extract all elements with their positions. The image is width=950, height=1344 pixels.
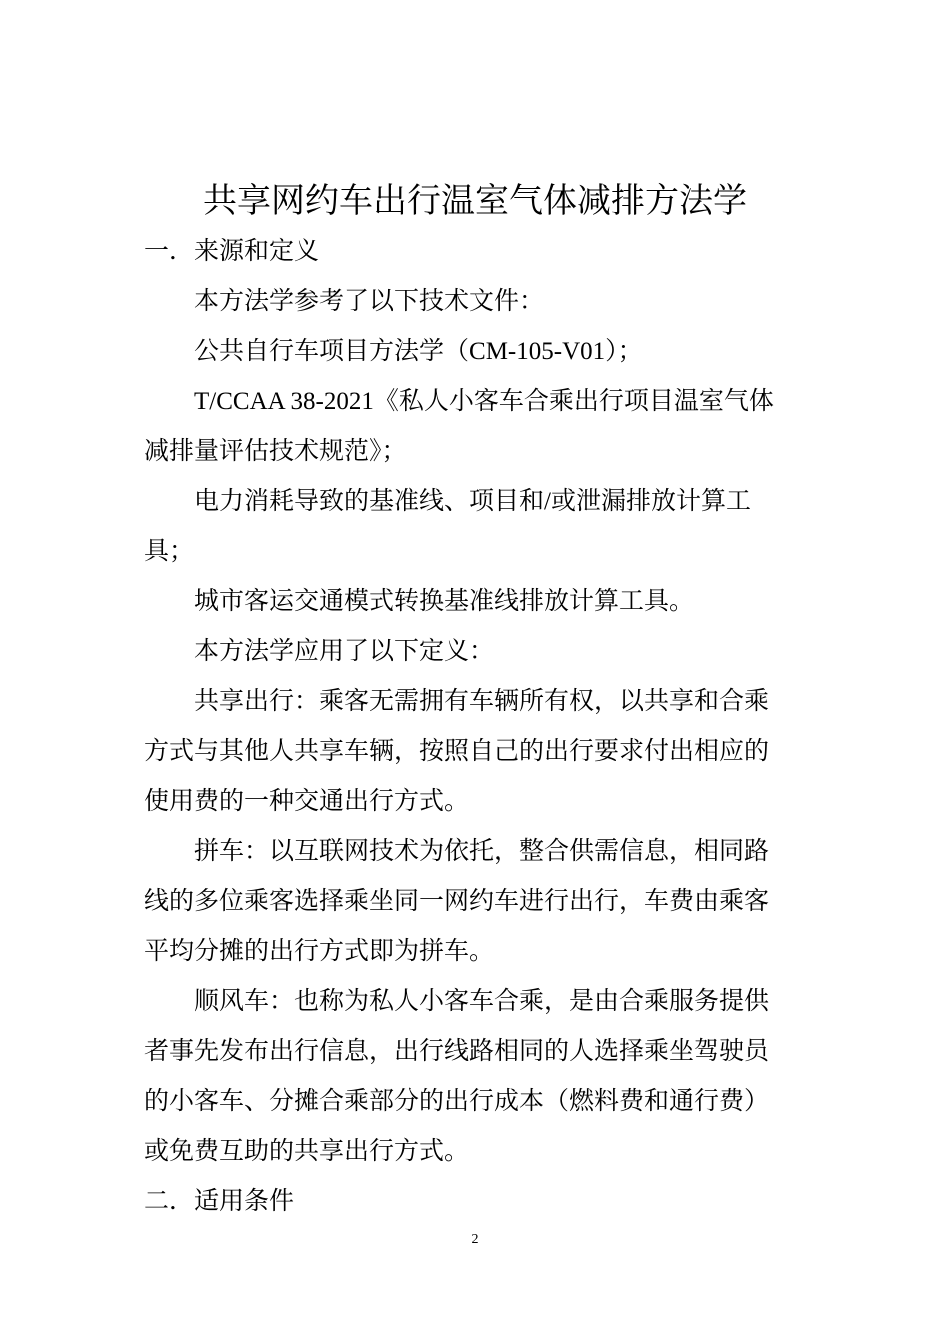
definition-hitch-ride-line3: 的小客车、分摊合乘部分的出行成本（燃料费和通行费） [144, 1086, 770, 1115]
reference-text-end: ）； [605, 336, 643, 365]
definition-shared-mobility-line3: 使用费的一种交通出行方式。 [144, 786, 470, 815]
definition-carpool-line3: 平均分摊的出行方式即为拼车。 [144, 936, 495, 965]
definition-hitch-ride-line2: 者事先发布出行信息，出行线路相同的人选择乘坐驾驶员 [144, 1036, 770, 1065]
paragraph-references-intro: 本方法学参考了以下技术文件： [194, 286, 545, 315]
reference-item-public-bicycle [144, 326, 794, 376]
tool-text-end: 或泄漏排放计算工 [550, 486, 751, 515]
section-heading-applicability: 二．适用条件 [144, 1186, 295, 1215]
reference-item-transport-tool: 城市客运交通模式转换基准线排放计算工具。 [194, 586, 695, 615]
tool-slash: / [544, 488, 551, 515]
reference-item-electricity-tool-continued: 具； [144, 536, 195, 565]
standard-title: 《私人小客车合乘出行项目温室气体 [373, 386, 774, 415]
tool-text: 电力消耗导致的基准线、项目和 [194, 486, 545, 515]
definition-carpool-line2: 线的多位乘客选择乘坐同一网约车进行出行，车费由乘客 [144, 886, 770, 915]
definition-shared-mobility-line2: 方式与其他人共享车辆，按照自己的出行要求付出相应的 [144, 736, 770, 765]
page-number: 2 [471, 1232, 479, 1247]
reference-item-electricity-tool [144, 476, 794, 526]
paragraph-definitions-intro: 本方法学应用了以下定义： [194, 636, 495, 665]
standard-code: T/CCAA 38-2021 [194, 388, 374, 415]
reference-item-ccaa-standard-continued: 减排量评估技术规范》； [144, 436, 407, 465]
definition-carpool: 拼车：以互联网技术为依托，整合供需信息，相同路 [194, 836, 770, 865]
definition-shared-mobility: 共享出行：乘客无需拥有车辆所有权，以共享和合乘 [194, 686, 770, 715]
definition-hitch-ride-line4: 或免费互助的共享出行方式。 [144, 1136, 470, 1165]
reference-item-ccaa-standard [144, 376, 794, 426]
reference-code: CM-105-V01 [469, 338, 606, 365]
definition-hitch-ride: 顺风车：也称为私人小客车合乘，是由合乘服务提供 [194, 986, 770, 1015]
document-title: 共享网约车出行温室气体减排方法学 [203, 181, 747, 221]
section-heading-sources: 一．来源和定义 [144, 236, 320, 265]
document-body [144, 226, 794, 1226]
reference-text: 公共自行车项目方法学（ [194, 336, 470, 365]
